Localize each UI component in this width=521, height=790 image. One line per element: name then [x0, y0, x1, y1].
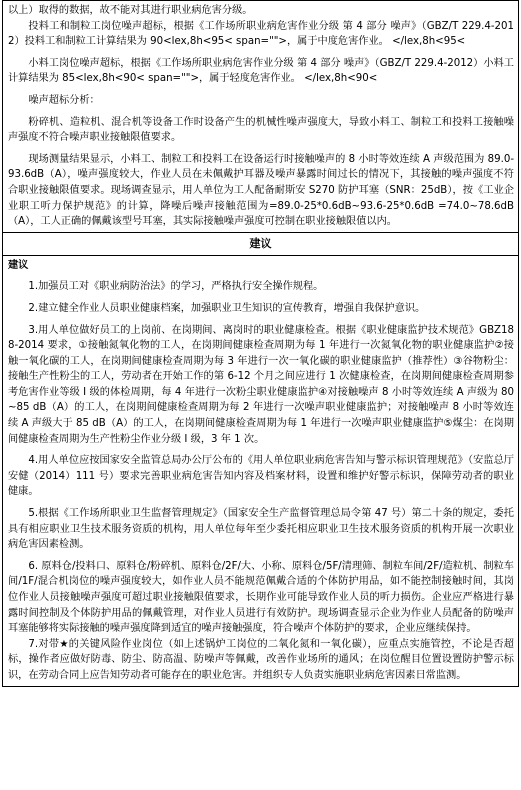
paragraph: 投料工和制粒工岗位噪声超标，根据《工作场所职业病危害作业分级 第 4 部分 噪声》（GBZ/T 229.4-2012）投料工和制粒工计算结果为 90<lex,8h<95< span="">，属于中度危害作业。 </lex,8h<95< [8, 20, 514, 48]
recommend-cell [2, 255, 519, 687]
paragraph: 小料工岗位噪声超标，根据《工作场所职业病危害作业分级 第 4 部分 噪声》（GBZ/T 229.4-2012）小料工计算结果为 85<lex,8h<90< span="">，属于轻度危害作业。 </lex,8h<90< [8, 57, 514, 85]
recommend-item: 6. 原料仓/投料口、原料仓/粉碎机、原料仓/2F/大、小称、原料仓/5F/清理筛、制粒车间/2F/造粒机、制粒车间/1F/混合机岗位的噪声强度较大，如作业人员不能规范佩戴合适的个体防护用品，如不能控制接触时间，其岗位作业人员接触噪声强度可超过职业接触限值要求，长期作业可能导致作业人员的听力损伤。企业应严格进行暴露时间控制及个体防护用品的佩戴管理，对作业人员进行有效防护。现场调查显示企业为作业人员配备的防噪声耳塞能够将实际接触的噪声强度降到适宜的噪声接触强度，符合噪声个体防护的要求，企业应继续保持。 [8, 560, 514, 635]
paragraph: 以上）取得的数据，故不能对其进行职业病危害分级。 [8, 5, 253, 16]
paragraph: 粉碎机、造粒机、混合机等设备工作时设备产生的机械性噪声强度大，导致小料工、制粒工和投料工接触噪声强度不符合噪声职业接触限值要求。 [8, 116, 514, 144]
recommend-item: 5.根据《工作场所职业卫生监督管理规定》（国家安全生产监督管理总局令第 47 号）第二十条的规定，委托具有相应职业卫生技术服务资质的机构，用人单位每年至少委托相应职业卫生技术服务资质的机构开展一次职业病危害因素检测。 [8, 508, 514, 551]
noise-analysis-cell [2, 0, 519, 232]
noise-analysis-heading: 噪声超标分析： [28, 94, 100, 106]
recommend-item: 4.用人单位应按国家安全监管总局办公厅公布的《用人单位职业病危害告知与警示标识管理规范》（安监总厅安健（2014）111 号）要求完善职业病危害告知内容及档案材料，设置和维护好警示标识，保障劳动者的职业健康。 [8, 455, 514, 498]
recommend-title: 建议 [8, 259, 29, 271]
paragraph: 现场测量结果显示，小料工、制粒工和投料工在设备运行时接触噪声的 8 小时等效连续 A 声级范围为 89.0-93.6dB（A），噪声强度较大，作业人员在未佩戴护耳器及噪声暴露时间过长的情况下，其接触的噪声强度不符合职业接触限值要求。现场调查显示，用人单位为工人配备耐斯安 S270 防护耳塞（SNR：25dB），按《工业企业职工听力保护规范》的计算，降噪后噪声接触范围为=89.0-25*0.6dB~93.6-25*0.6dB =74.0~78.6dB（A），工人正确的佩戴该型号耳塞，其实际接触噪声强度可控制在职业接触限值以内。 [8, 153, 514, 228]
recommend-item: 7.对带★的关键风险作业岗位（如上述锅炉工岗位的二氧化氮和一氧化碳），应重点实施管控，不论是否超标，操作者应做好防毒、防尘、防高温、防噪声等佩戴，改善作业场所的通风；在岗位醒目位置设置防护警示标识，在劳动合同上应告知劳动者可能存在的职业危害。并组织专人负责实施职业病危害因素日常监测。 [8, 638, 514, 681]
recommend-item: 1.加强员工对《职业病防治法》的学习，严格执行安全操作规程。 [28, 281, 324, 293]
recommend-item: 3.用人单位做好员工的上岗前、在岗期间、离岗时的职业健康检查。根据《职业健康监护技术规范》GBZ188-2014 要求，①接触氮氧化物的工人，在岗期间健康检查周期为每 1 年进行一次氮氧化物的职业健康监护②接触一氧化碳的工人，在岗期间健康检查周期为每 3 年进行一次一氧化碳的职业健康监护（推荐性）③谷物粉尘：接触生产性粉尘的工人，劳动者在开始工作的第 6-12 个月之间应进行 1 次健康检查，在岗期间健康检查周期参考危害作业等级 I 级的体检周期，每 4 年进行一次粉尘职业健康监护④对接触噪声 8 小时等效连续 A 声级为 80~85 dB（A）的工人，在岗期间健康检查周期为每 2 年进行一次噪声职业健康监护；对接触噪声 8 小时等效连续 A 声级大于 85 dB（A）的工人，在岗期间健康检查周期为每 1 年进行一次噪声职业健康监护⑤煤尘：在岗期间健康检查周期为生产性粉尘作业分级 I 级，3 年 1 次。 [8, 324, 514, 445]
recommend-header: 建议 [2, 232, 519, 255]
report-table [2, 0, 519, 687]
recommend-item: 2.建立健全作业人员职业健康档案，加强职业卫生知识的宣传教育，增强自我保护意识。 [28, 302, 426, 314]
